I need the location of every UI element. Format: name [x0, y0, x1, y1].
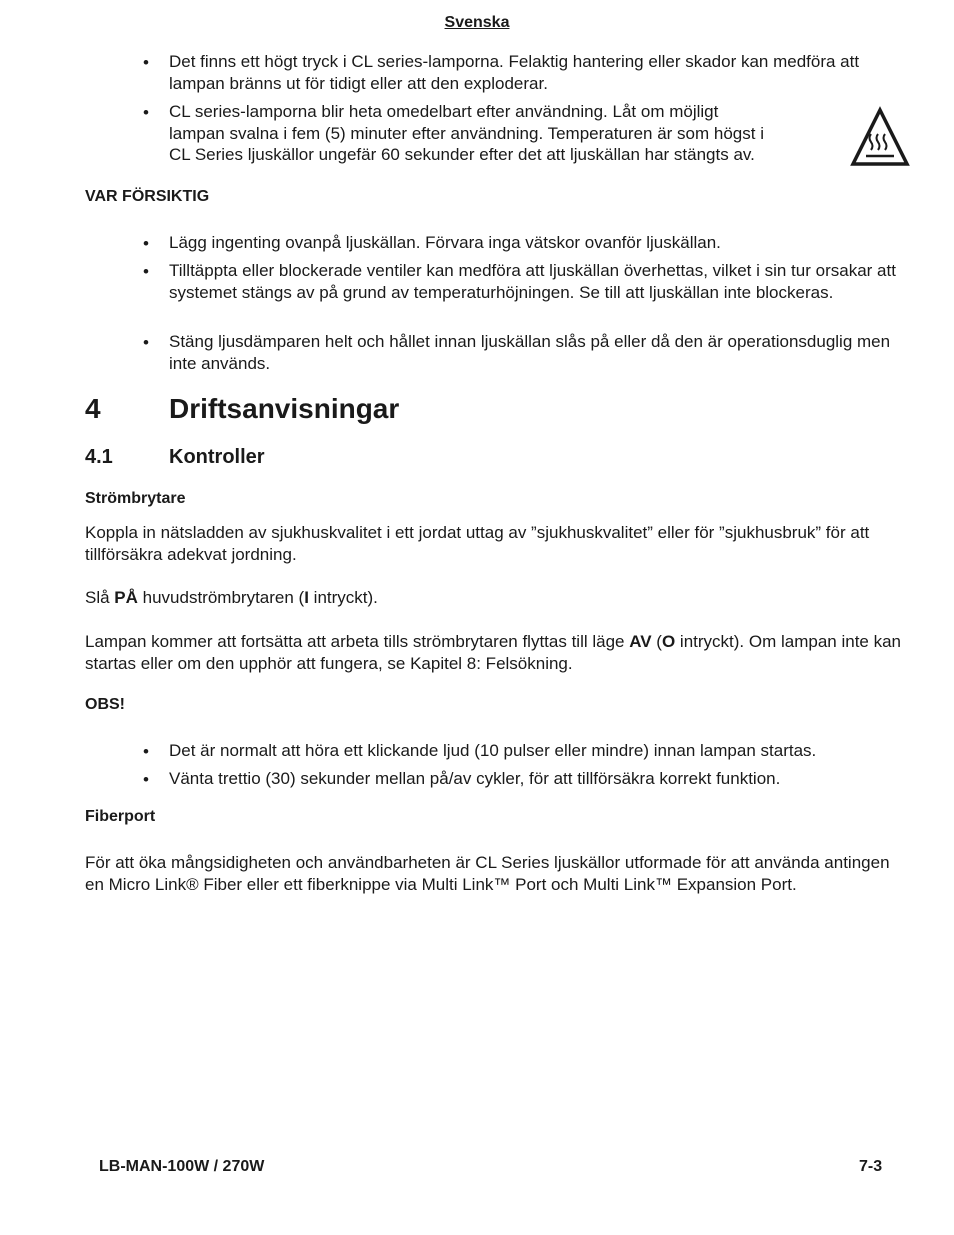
text-run: Slå	[85, 588, 115, 607]
paragraph	[85, 587, 915, 609]
bullet-marker: •	[143, 742, 149, 761]
fiberport-label: Fiberport	[85, 808, 156, 825]
caution-item: Tilltäppta eller blockerade ventiler kan medföra att ljuskällan överhettas, vilket i sin tur orsakar att systemet stängs av på grund av temperaturhöjningen. Se till att ljuskällan inte blockeras.	[169, 261, 896, 302]
warning-line: CL series-lamporna blir heta omedelbart efter användning. Låt om möjligt	[169, 102, 719, 121]
text-run: Lampan kommer att fortsätta att arbeta tills strömbrytaren flyttas till läge	[85, 632, 630, 651]
paragraph: För att öka mångsidigheten och användbarheten är CL Series ljuskällor utformade för att använda antingen en Micro Link® Fiber eller ett fiberknippe via Multi Link™ Port och Multi Link™ Expansion Port.	[85, 853, 890, 894]
text-run: huvudströmbrytaren (	[137, 588, 305, 607]
bullet-marker: •	[143, 103, 149, 122]
text-run: (	[651, 632, 662, 651]
warning-item: Det finns ett högt tryck i CL series-lamporna. Felaktig hantering eller skador kan medföra att lampan bränns ut för tidigt eller att den exploderar.	[169, 52, 860, 93]
footer-page-number: 7-3	[859, 1158, 883, 1175]
chapter-number: 4	[85, 393, 101, 424]
page-header	[0, 14, 954, 32]
text-run: intryckt).	[308, 588, 378, 607]
caution-item: Lägg ingenting ovanpå ljuskällan. Förvara inga vätskor ovanför ljuskällan.	[169, 233, 721, 252]
section-number: 4.1	[85, 446, 113, 468]
paragraph	[85, 631, 915, 674]
warning-item-hot	[169, 101, 849, 166]
bullet-marker: •	[143, 262, 149, 281]
bullet-marker: •	[143, 53, 149, 72]
hot-surface-warning-icon	[850, 106, 910, 168]
warning-line: lampan svalna i fem (5) minuter efter användning. Temperaturen är som högst i	[169, 123, 764, 143]
text-run-bold: I	[304, 588, 309, 607]
power-switch-label: Strömbrytare	[85, 490, 186, 507]
caution-item: Stäng ljusdämparen helt och hållet innan ljuskällan slås på eller då den är operationsduglig men inte används.	[169, 332, 891, 373]
bullet-marker: •	[143, 234, 149, 253]
text-run-bold: AV	[629, 632, 652, 651]
chapter-title: Driftsanvisningar	[169, 393, 400, 424]
text-run-bold: PÅ	[114, 588, 138, 607]
bullet-marker: •	[143, 770, 149, 789]
note-item: Det är normalt att höra ett klickande ljud (10 pulser eller mindre) innan lampan startas.	[169, 741, 817, 760]
paragraph: Koppla in nätsladden av sjukhuskvalitet i ett jordat uttag av ”sjukhuskvalitet” eller för ”sjukhusbruk” för att tillförsäkra adekvat jordning.	[85, 523, 870, 564]
text-run: intryckt). Om lampan inte kan startas eller om den upphör att fungera, se Kapitel 8: Felsökning.	[85, 632, 902, 673]
note-item: Vänta trettio (30) sekunder mellan på/av cykler, för att tillförsäkra korrekt funktion.	[169, 769, 781, 788]
language-label: Svenska	[444, 14, 510, 31]
warning-line: CL Series ljuskällor ungefär 60 sekunder efter det att ljuskällan har stängts av.	[169, 145, 755, 164]
text-run-bold: O	[661, 632, 676, 651]
note-label: OBS!	[85, 696, 125, 713]
caution-label: VAR FÖRSIKTIG	[85, 188, 210, 205]
section-title: Kontroller	[169, 446, 265, 468]
bullet-marker: •	[143, 333, 149, 352]
footer-doc-id: LB-MAN-100W / 270W	[99, 1158, 265, 1175]
